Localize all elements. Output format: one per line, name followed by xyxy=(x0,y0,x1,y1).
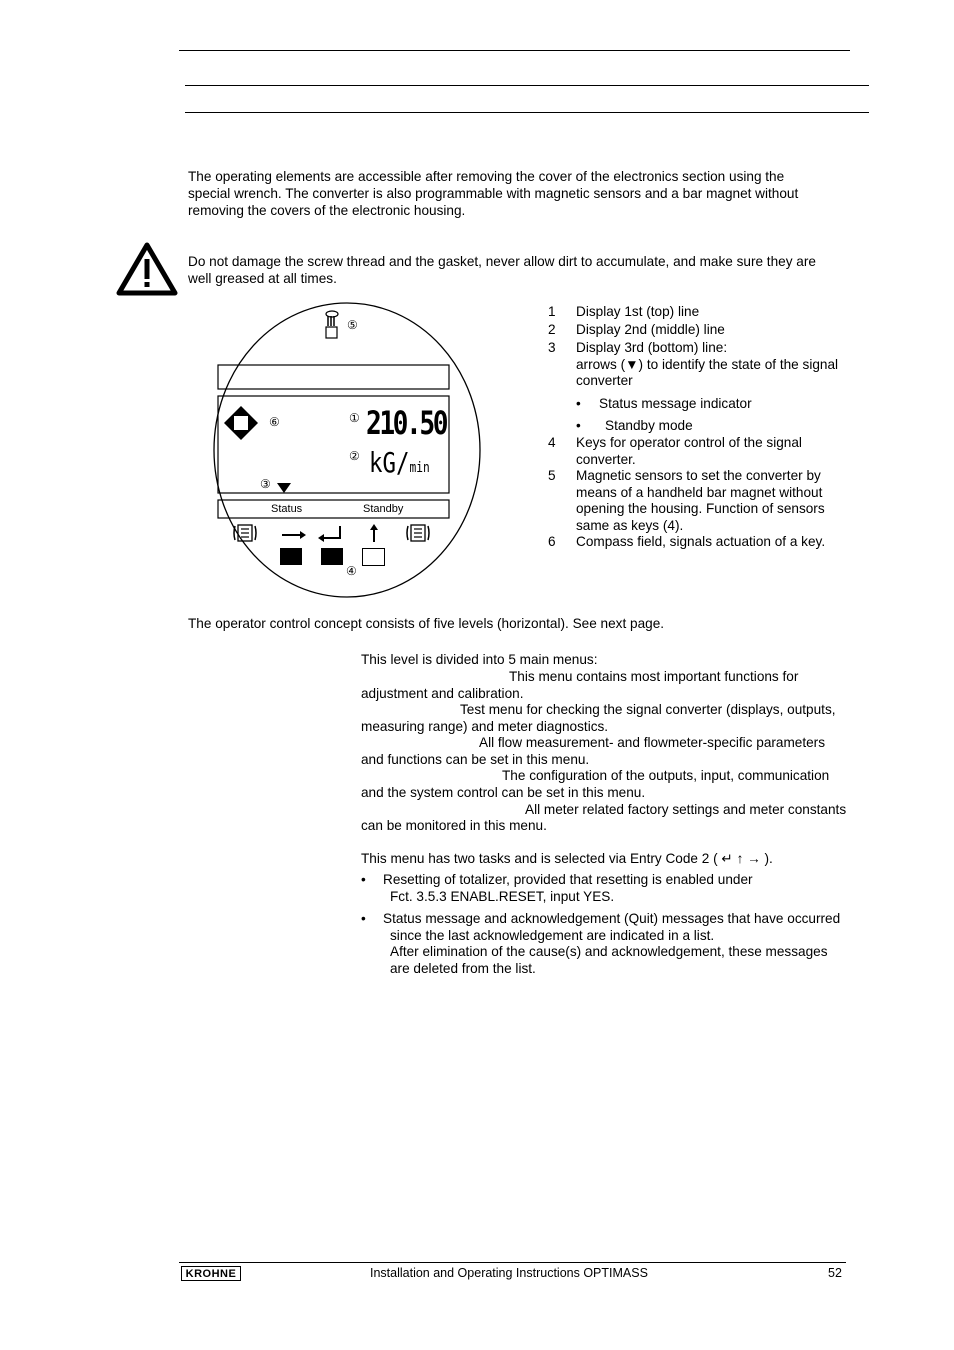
legend-text: converter xyxy=(576,373,633,388)
compass-field-icon xyxy=(224,406,258,440)
legend-num: 4 xyxy=(548,435,556,450)
magnet-sensor-icon xyxy=(324,310,340,340)
menu-right-icon xyxy=(407,525,429,541)
display-unit-sub: min xyxy=(409,460,430,476)
reset-bullet-2 xyxy=(361,911,881,977)
menu-line: This menu contains most important functions for xyxy=(509,669,799,684)
menu-line: All meter related factory settings and meter constants xyxy=(525,802,847,817)
key-enter-button[interactable] xyxy=(321,548,343,565)
bullet-line: since the last acknowledgement are indicated in a list. xyxy=(390,927,715,943)
legend-text: Keys for operator control of the signal xyxy=(576,435,802,450)
footer-title: Installation and Operating Instructions OPTIMASS xyxy=(370,1266,648,1280)
menu-line: measuring range) and meter diagnostics. xyxy=(361,719,609,734)
key-up-button[interactable] xyxy=(362,548,385,566)
intro-paragraph xyxy=(188,168,868,219)
legend-text: same as keys (4). xyxy=(576,517,684,533)
warning-triangle-icon xyxy=(116,242,178,296)
bullet-dot: • xyxy=(361,911,366,926)
marker-4: ④ xyxy=(346,564,357,578)
bullet-line: Fct. 3.5.3 ENABL.RESET, input YES. xyxy=(390,888,615,904)
krohne-logo xyxy=(181,1266,241,1281)
menus-intro: This level is divided into 5 main menus: xyxy=(361,652,598,667)
marker-2: ② xyxy=(349,449,360,463)
bullet-dot: • xyxy=(361,872,366,887)
legend-text: means of a handheld bar magnet without xyxy=(576,484,823,500)
warning-line: well greased at all times. xyxy=(188,271,337,286)
marker-3: ③ xyxy=(260,477,271,491)
legend-num: 2 xyxy=(548,322,556,337)
menu-line: All flow measurement- and flowmeter-specific parameters xyxy=(479,735,826,750)
menu-line: and functions can be set in this menu. xyxy=(361,752,590,767)
marker-6: ⑥ xyxy=(269,415,280,429)
legend-text: Display 3rd (bottom) line: xyxy=(576,340,728,355)
legend-text: opening the housing. Function of sensors xyxy=(576,501,825,516)
legend-text: Status message indicator xyxy=(599,396,752,411)
status-arrow-icon xyxy=(277,483,291,493)
marker-5: ⑤ xyxy=(347,318,358,332)
header-rule-3 xyxy=(185,112,869,113)
menu-line: adjustment and calibration. xyxy=(361,686,524,701)
legend-text: Standby mode xyxy=(605,418,693,433)
footer-rule xyxy=(179,1262,846,1263)
bullet-dot: • xyxy=(576,418,581,433)
header-rule-2 xyxy=(185,85,869,86)
display-diagram xyxy=(212,300,487,600)
intro-line: The operating elements are accessible after removing the cover of the electronics section using the xyxy=(188,169,785,184)
bullet-line: After elimination of the cause(s) and acknowledgement, these messages xyxy=(390,944,828,959)
legend-text: Display 2nd (middle) line xyxy=(576,322,725,337)
legend-num: 5 xyxy=(548,468,556,483)
menu-line: Test menu for checking the signal converter (displays, outputs, xyxy=(460,702,836,717)
display-unit xyxy=(369,446,430,479)
marker-1: ① xyxy=(349,411,360,425)
display-unit-main: kG/ xyxy=(369,446,410,479)
legend-num: 3 xyxy=(548,340,556,355)
status-label: Status xyxy=(271,503,303,515)
legend-text: converter. xyxy=(576,451,636,467)
bullet-line: Status message and acknowledgement (Quit) messages that have occurred xyxy=(383,911,841,926)
bullet-line: are deleted from the list. xyxy=(390,960,536,976)
legend-text: Compass field, signals actuation of a key. xyxy=(576,534,826,549)
logo-text: KROHNE xyxy=(185,1267,237,1280)
page-number: 52 xyxy=(828,1266,842,1280)
menu-line: can be monitored in this menu. xyxy=(361,818,547,833)
menu-left-icon xyxy=(234,525,256,541)
legend-text: Display 1st (top) line xyxy=(576,304,700,319)
warning-line: Do not damage the screw thread and the gasket, never allow dirt to accumulate, and make sure they are xyxy=(188,254,816,269)
intro-line: removing the covers of the electronic housing. xyxy=(188,203,466,218)
legend-num: 6 xyxy=(548,534,556,549)
key-symbols xyxy=(232,522,437,544)
reset-bullet-1 xyxy=(361,872,871,905)
display-value: 210.50 xyxy=(366,404,447,442)
header-rule-top xyxy=(179,50,850,51)
legend-text: arrows (▼) to identify the state of the signal xyxy=(576,356,839,372)
menu-line: The configuration of the outputs, input, communication xyxy=(502,768,830,783)
menu-line: and the system control can be set in this menu. xyxy=(361,785,646,800)
intro-line: special wrench. The converter is also programmable with magnetic sensors and a bar magnet without xyxy=(188,186,799,201)
legend-num: 1 xyxy=(548,304,556,319)
concept-text: The operator control concept consists of five levels (horizontal). See next page. xyxy=(188,616,665,631)
bullet-line: Resetting of totalizer, provided that resetting is enabled under xyxy=(383,872,753,887)
reset-menu-intro: This menu has two tasks and is selected via Entry Code 2 ( ↵ ↑ → ). xyxy=(361,851,773,866)
warning-text xyxy=(188,253,868,287)
legend-text: Magnetic sensors to set the converter by xyxy=(576,468,821,483)
key-right-button[interactable] xyxy=(280,548,302,565)
bullet-dot: • xyxy=(576,396,581,411)
standby-label: Standby xyxy=(363,503,404,515)
